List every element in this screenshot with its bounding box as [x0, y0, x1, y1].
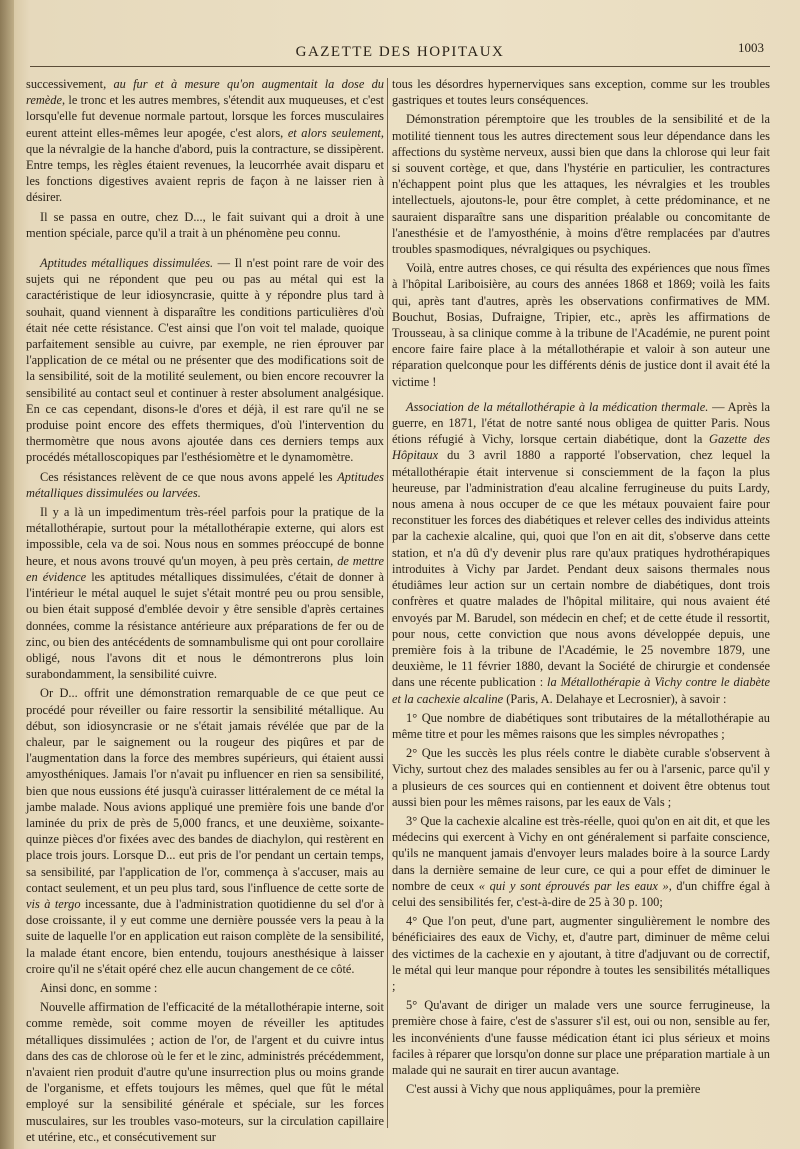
- paragraph: C'est aussi à Vichy que nous appliquâmes, pour la première: [406, 1082, 701, 1097]
- page-header: [30, 40, 770, 67]
- column-divider: [387, 78, 388, 1128]
- section-paragraph-aptitudes: Aptitudes métalliques dissimulées. — Il n'est point rare de voir des sujets qui ne répondent que peu ou pas au métal qui est la caractéristique de leur idiosyncrasie, quitte à y répondre plus tard à souhait, quand viennent à disparaître les conditions particulières d'où était née cette résistance. C'est ainsi que l'on voit tel malade, quoique parfaitement sensible au cuivre, par exemple, ne rien éprouver par l'application de ce métal ou ne présenter que des modifications soit de la sensibilité, soit de la motilité seulement, ou bien encore recouvrer la sensibilité au contact seul et continuer à rester absolument analgésique. En ce cas cependant, disons-le d'ores et déjà, il est rare qu'il ne se produise point encore des effets thermiques, d'où l'intervention du thermomètre que nous avons ajoutée dans ces derniers temps aux procédés métalloscopiques par l'esthésiomètre et le dynamomètre.: [26, 256, 385, 465]
- list-item: 1° Que nombre de diabétiques sont tributaires de la métallothérapie au même titre et pour les mêmes raisons que les simples névropathes ;: [392, 710, 770, 741]
- book-spine-shadow: [0, 0, 14, 1149]
- paragraph: Ainsi donc, en somme :: [40, 980, 158, 995]
- list-item: 3° Que la cachexie alcaline est très-réelle, quoi qu'on en ait dit, et que les médecins qui exercent à Vichy en ont généralement si parfaite conscience, qu'ils ne manquent jamais d'envoyer leurs malades boire à la source Lardy dans la dernière semaine de leur cure, ce qui a pour effet de diminuer le nombre de ceux « qui y sont éprouvés par les eaux », d'un chiffre égal à celui des sensibilités fer, c'est-à-dire de 25 à 30 p. 100;: [392, 813, 770, 909]
- section-heading: Aptitudes métalliques dissimulées.: [40, 256, 214, 271]
- section-paragraph-association: Association de la métallothérapie à la médication thermale. — Après la guerre, en 1871, l'état de notre santé nous obligea de quitter Paris. Nous étions réfugié à Vichy, lorsque certain diabétique, dont la Gazette des Hôpitaux du 3 avril 1880 a rapporté l'observation, chez lequel la métallothérapie était intervenue si consciemment de la façon la plus heureuse, par l'administration d'eau alcaline ferrugineuse du puits Lardy, nous amena à nous occuper de ce que les métaux pouvaient faire pour reconstituer les forces des diabétiques et relever celles des individus atteints par la cachexie alcaline, qui, quoi que l'on en ait dit, s'observe dans cette station, et n'a dû d'y devenir plus rare qu'aux pratiques hydrothérapiques introduites à Vichy par Jardet. Pendant deux saisons thermales nous étudiâmes leur action sur un certain nombre de diabétiques, dont trois confrères et quatre malades de l'hôpital militaire, qui nous avaient été envoyés par M. Barudel, son médecin en chef; et de cette étude il ressortit, pour nous, cette conviction que nous avons développée depuis, une première fois à la tribune de l'Académie, le 25 novembre 1879, une deuxième, le 11 février 1880, devant la Société de chirurgie et condensée dans une récente publication : la Métallothérapie à Vichy contre le diabète et la cachexie alcaline (Paris, A. Delahaye et Lecrosnier), à savoir :: [392, 399, 770, 706]
- paragraph: Or D... offrit une démonstration remarquable de ce que peut ce procédé pour réveiller ou faire ressortir la sensibilité métallique. Au début, son idiosyncrasie or ne s'était jamais révélée que par de la chaleur, par le saignement ou la rougeur des piqûres et par de l'augmentation dans la force des membres supérieurs, qui étaient aussi amyosthéniques. Jamais l'or n'avait pu influencer en rien sa sensibilité, bien que nous eussions été jusqu'à cuirasser littéralement de ce métal la jambe malade. Nous avions appliqué une première fois une bande d'or laminée du prix de près de 5,000 francs, et une deuxième, soixante-quinze pièces d'or fixées avec des bandes de diachylon, qui restèrent en place trois jours. Lorsque D... eut pris de l'or pendant un certain temps, sa sensibilité, par l'application de l'or, commença à s'accuser, mais au contact seulement, et un peu plus tard, sous l'influence de cette sorte de vis à tergo incessante, due à l'administration quotidienne du sel d'or à dose croissante, il y eut comme une dernière poussée vers la peau à la suite de laquelle l'or en application eut raison complète de la sensibilité, la malade étant encore, bien entendu, toujours anesthésique à laisser croire qu'il ne s'était opéré chez elle aucun changement de ce côté.: [26, 686, 384, 976]
- paragraph: Nouvelle affirmation de l'efficacité de la métallothérapie interne, soit comme remède, soit comme moyen de réveiller les aptitudes métalliques dissimulées ; action de l'or, de l'argent et du cuivre intus dans des cas de chlorose où le fer et le zinc, administrés précédemment, n'avaient rien produit d'autre qu'une insurrection plus ou moins grande de l'organisme, et effets toujours les mêmes, quel que fût le métal employé sur la sensibilité générale et spéciale, sur les forces musculaires, sur les troubles vaso-moteurs, sur la circulation capillaire et utérine, etc., et consécutivement sur: [26, 1000, 384, 1144]
- paragraph: Ces résistances relèvent de ce que nous avons appelé les Aptitudes métalliques dissimulées ou larvées.: [26, 469, 384, 500]
- paragraph: Voilà, entre autres choses, ce qui résulta des expériences que nous fîmes à l'hôpital Lariboisière, au cours des années 1868 et 1869; voilà les faits qui, après tant d'autres, après les observations confirmatives de MM. Bouchut, Bosias, Dufraigne, Tripier, etc., après les affirmations de Trousseau, à sa clinique comme à la tribune de l'Académie, ne purent point encore faire faire place à la métallothérapie et valoir à son auteur une réparation quelconque pour les différents dénis de justice dont il avait été la victime !: [392, 261, 770, 389]
- list-item: 4° Que l'on peut, d'une part, augmenter singulièrement le nombre des bénéficiaires des eaux de Vichy, et, d'autre part, diminuer de même celui des victimes de la cachexie en y ajoutant, à titre d'adjuvant ou de correctif, le métal qui leur manque pour répondre à toutes les sensibilités métalliques ;: [392, 914, 770, 993]
- list-item: 2° Que les succès les plus réels contre le diabète curable s'observent à Vichy, surtout chez des malades sensibles au fer ou à l'arsenic, parce qu'il y a plusieurs de ces sources qui en contiennent et doivent être obtenus tout aussi bien pour les mêmes raisons, par les eaux de Vals ;: [392, 746, 770, 809]
- left-column: [26, 76, 385, 1144]
- page-number: 1003: [738, 40, 764, 55]
- paragraph: tous les désordres hypernerviques sans exception, comme sur les troubles gastriques et toutes leurs conséquences.: [392, 77, 770, 108]
- paragraph: successivement, au fur et à mesure qu'on augmentait la dose du remède, le tronc et les autres membres, s'étendit aux muqueuses, et c'est lorsqu'elle fut devenue normale partout, lorsque les forces musculaires eurent atteint elles-mêmes leur apogée, c'est alors, et alors seulement, que la névralgie de la hanche d'abord, puis la contracture, se dissipèrent. Entre temps, les règles étaient revenues, la leucorrhée avait disparu et les fonctions digestives avaient repris de façon à ne laisser rien à désirer.: [26, 77, 384, 205]
- paragraph: Il y a là un impedimentum très-réel parfois pour la pratique de la métallothérapie, surtout pour la métallothérapie externe, qui alors est impossible, cela va de soi. Nous nous en sommes préoccupé de bonne heure, et nous avons trouvé qu'un moyen, à peu près certain, de mettre en évidence les aptitudes métalliques dissimulées, c'était de donner à l'intérieur le métal auquel le sujet s'était montré peu ou prou sensible, ou bien était supposé d'emblée devoir y être sensible d'après certaines données, comme la résistance antérieure aux préparations de fer ou de zinc, ou bien des antécédents de somnambulisme qui ont pour corollaire obligé, nous l'avons dit et nous le démontrerons plus loin surabondamment, la sensibilité cuivre.: [26, 505, 385, 682]
- list-item: 5° Qu'avant de diriger un malade vers une source ferrugineuse, la première chose à faire, c'est de s'assurer s'il est, oui ou non, sensible au fer, les inconvénients d'une fausse médication étant ici plus sérieux et moins faciles à réparer que lorsqu'on donne sur place une préparation martiale à un malade qui ne saurait en tirer aucun avantage.: [392, 998, 770, 1077]
- section-heading: Association de la métallothérapie à la médication thermale.: [406, 399, 709, 414]
- right-column: [392, 76, 770, 1136]
- paragraph: Démonstration péremptoire que les troubles de la sensibilité et de la motilité tiennent tous les autres directement sous leur dépendance dans les affections du système nerveux, aussi bien que dans la chlorose qui leur fait si souvent cortège, et que, dans l'hystérie en particulier, les contractures n'échappent point plus que les attaques, les névralgies et les troubles intellectuels, ajoutons-le, pour être complet, à cette prédominance, et ne sauraient disparaître sans une disparition préalable ou concomitante de l'anesthésie et de l'amyosthénie, à moins d'être remplacées par d'autres troubles spasmodiques, névralgiques ou psychiques.: [392, 112, 770, 257]
- paragraph: Il se passa en outre, chez D..., le fait suivant qui a droit à une mention spéciale, parce qu'il a trait à un phénomène peu connu.: [26, 209, 384, 240]
- journal-title: GAZETTE DES HOPITAUX: [295, 44, 505, 60]
